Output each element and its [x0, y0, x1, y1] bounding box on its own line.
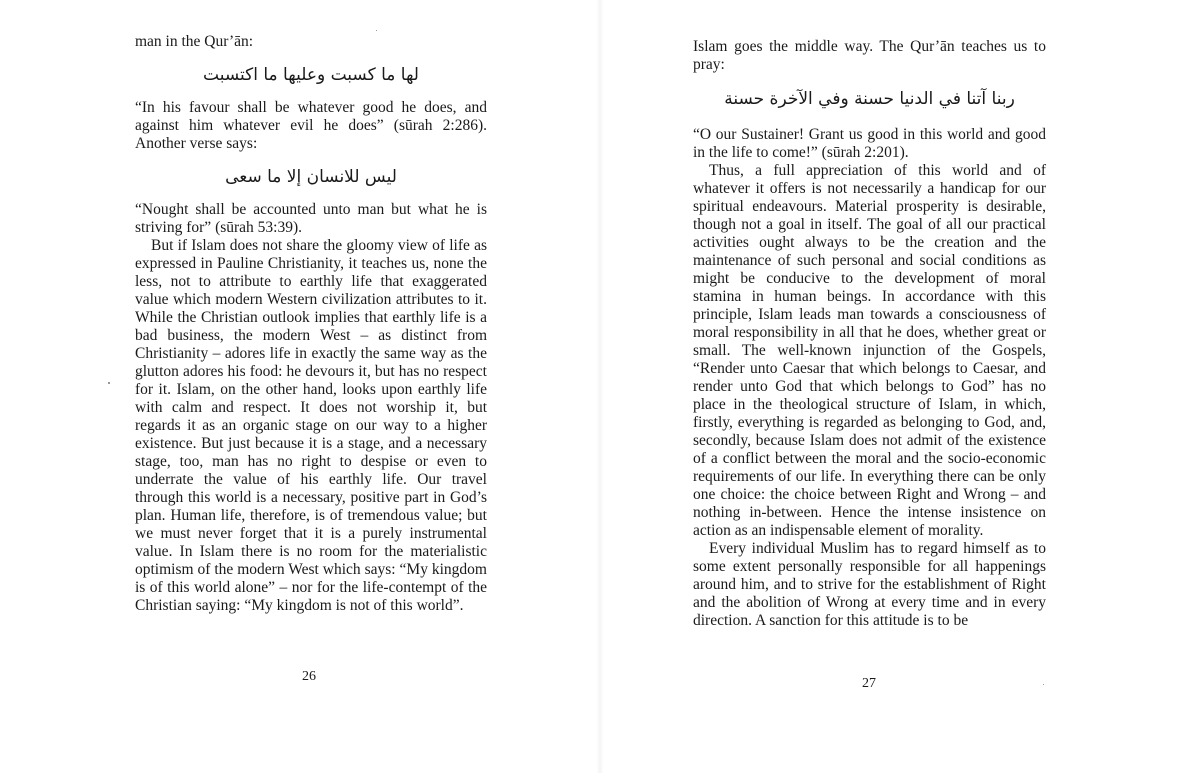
left-arabic-verse-1: لها ما كسبت وعليها ما اكتسبت	[203, 65, 419, 85]
left-arabic-verse-2: ليس للانسان إلا ما سعى	[225, 167, 397, 187]
right-quote-1: “O our Sustainer! Grant us good in this world and good in the life to come!” (sūrah 2:201).	[693, 126, 1046, 161]
left-page-text	[135, 33, 487, 615]
right-intro-line: Islam goes the middle way. The Qur’ān teaches us to pray:	[693, 38, 1046, 73]
left-quote-1: “In his favour shall be whatever good he does, and against him whatever evil he does” (sūrah 2:286). Another verse says:	[135, 99, 487, 152]
left-main-paragraph: But if Islam does not share the gloomy view of life as expressed in Pauline Christianity, it teaches us, none the less, not to attribute to earthly life that exaggerated value which modern Western civilization attributes to it. While the Christian outlook implies that earthly life is a bad business, the modern West – as distinct from Christianity – adores life in exactly the same way as the glutton adores his food: he devours it, but has no respect for it. Islam, on the other hand, looks upon earthly life with calm and respect. It does not worship it, but regards it as an organic stage on our way to a higher existence. But just because it is a stage, and a necessary stage, too, man has no right to despise or even to underrate the value of his earthly life. Our travel through this world is a necessary, positive part in God’s plan. Human life, therefore, is of tremendous value; but we must never forget that it is a purely instrumental value. In Islam there is no room for the materialistic optimism of the modern West which says: “My kingdom is of this world alone” – nor for the life-contempt of the Christian saying: “My kingdom is not of this world”.	[135, 237, 487, 614]
left-page-number: 26	[302, 669, 316, 684]
right-page-number: 27	[862, 676, 876, 691]
scan-speck	[108, 382, 110, 384]
right-paragraph-2: Every individual Muslim has to regard himself as to some extent personally responsible for all happenings around him, and to strive for the establishment of Right and the abolition of Wrong at every time and in every direction. A sanction for this attitude is to be	[693, 540, 1046, 629]
left-intro-line: man in the Qur’ān:	[135, 33, 254, 50]
right-page	[600, 0, 1200, 773]
right-paragraph-1: Thus, a full appreciation of this world and of whatever it offers is not necessarily a handicap for our spiritual endeavours. Material prosperity is desirable, though not a goal in itself. The goal of all our practical activities ought always to be the creation and the maintenance of such personal and social conditions as might be conducive to the development of moral stamina in human beings. In accordance with this principle, Islam leads man towards a consciousness of moral responsibility in all that he does, whether great or small. The well-known injunction of the Gospels, “Render unto Caesar that which belongs to Caesar, and render unto God that which belongs to God” has no place in the theological structure of Islam, in which, firstly, everything is regarded as belonging to God, and, secondly, because Islam does not admit of the existence of a conflict between the moral and the socio-economic requirements of our life. In everything there can be only one choice: the choice between Right and Wrong – and nothing in-between. Hence the intense insistence on action as an indispensable element of morality.	[693, 162, 1046, 539]
left-quote-2: “Nought shall be accounted unto man but what he is striving for” (sūrah 53:39).	[135, 201, 487, 236]
scan-speck	[376, 30, 377, 31]
scan-speck	[1043, 684, 1044, 685]
right-page-text	[693, 38, 1046, 630]
right-arabic-verse-1: ربنا آتنا في الدنيا حسنة وفي الآخرة حسنة	[724, 89, 1015, 109]
